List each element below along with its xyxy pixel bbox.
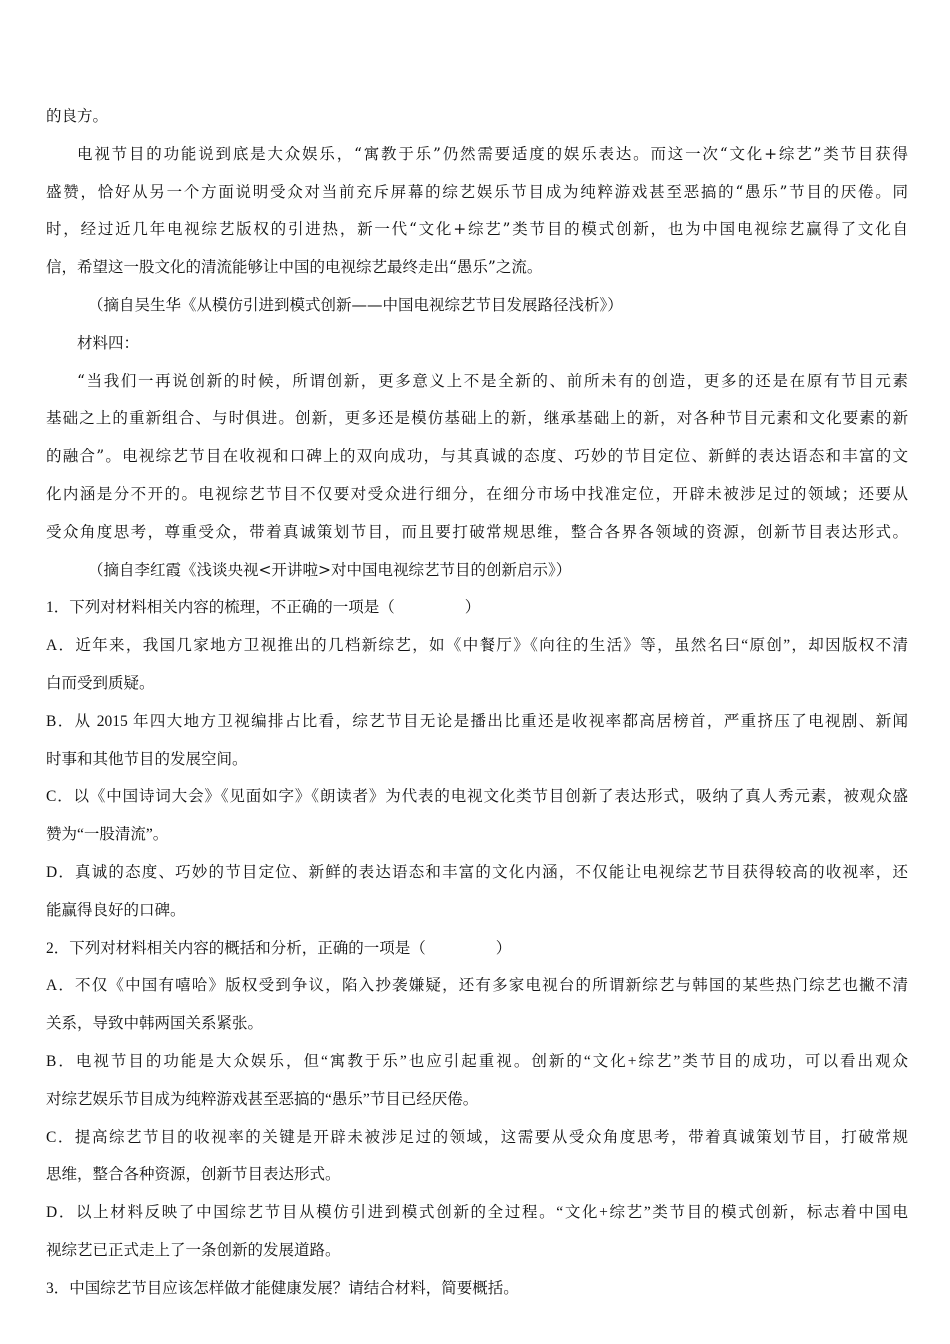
option-c-line: C．以《中国诗词大会》《见面如字》《朗读者》为代表的电视文化类节目创新了表达形式，吸纳了真人秀元素，被观众盛 bbox=[46, 788, 908, 806]
exam-page bbox=[46, 98, 908, 1308]
option-c-line: 赞为“一股清流”。 bbox=[46, 826, 169, 844]
paragraph-line: “当我们一再说创新的时候，所谓创新，更多意义上不是全新的、前所未有的创造，更多的还是在原有节目元素 bbox=[77, 371, 908, 390]
question-stem-text: 2．下列对材料相关内容的概括和分析，正确的一项是（ bbox=[46, 939, 426, 957]
paragraph-line: 的良方。 bbox=[46, 107, 109, 125]
option-d-line: D．以上材料反映了中国综艺节目从模仿引进到模式创新的全过程。“文化+综艺”类节目的模式创新，标志着中国电 bbox=[46, 1204, 908, 1222]
option-c-line: 思维，整合各种资源，创新节目表达形式。 bbox=[46, 1166, 341, 1184]
option-b-line: B．从 2015 年四大地方卫视编排占比看，综艺节目无论是播出比重还是收视率都高居榜首，严重挤压了电视剧、新闻 bbox=[46, 712, 908, 730]
material-heading: 材料四： bbox=[77, 333, 140, 352]
paragraph-line: 化内涵是分不开的。电视综艺节目不仅要对受众进行细分，在细分市场中找准定位，开辟未被涉足过的领域；还要从 bbox=[46, 484, 908, 503]
question-1-stem bbox=[46, 589, 908, 627]
paragraph-line: 的融合”。电视综艺节目在收视和口碑上的双向成功，与其真诚的态度、巧妙的节目定位、新鲜的表达语态和丰富的文 bbox=[46, 447, 908, 466]
option-d-line: D．真诚的态度、巧妙的节目定位、新鲜的表达语态和丰富的文化内涵，不仅能让电视综艺节目获得较高的收视率，还 bbox=[46, 863, 908, 881]
source-citation: （摘自李红霞《浅谈央视<开讲啦>对中国电视综艺节目的创新启示》） bbox=[88, 560, 572, 579]
option-a-line: A．近年来，我国几家地方卫视推出的几档新综艺，如《中餐厅》《向往的生活》等，虽然名曰“原创”，却因版权不清 bbox=[46, 637, 908, 655]
paragraph-line: 信，希望这一股文化的清流能够让中国的电视综艺最终走出“愚乐”之流。 bbox=[46, 258, 543, 277]
option-b-line: B．电视节目的功能是大众娱乐，但“寓教于乐”也应引起重视。创新的“文化+综艺”类节目的成功，可以看出观众 bbox=[46, 1052, 908, 1070]
paragraph-line: 电视节目的功能说到底是大众娱乐，“寓教于乐”仍然需要适度的娱乐表达。而这一次“文化+综艺”类节目获得 bbox=[77, 144, 908, 163]
question-3-stem: 3．中国综艺节目应该怎样做才能健康发展？请结合材料，简要概括。 bbox=[46, 1279, 519, 1297]
source-citation: （摘自吴生华《从模仿引进到模式创新——中国电视综艺节目发展路径浅析》） bbox=[88, 295, 623, 314]
option-c-line: C．提高综艺节目的收视率的关键是开辟未被涉足过的领域，这需要从受众角度思考，带着真诚策划节目，打破常规 bbox=[46, 1128, 908, 1146]
question-stem-close: ） bbox=[495, 939, 512, 957]
paragraph-line: 盛赞，恰好从另一个方面说明受众对当前充斥屏幕的综艺娱乐节目成为纯粹游戏甚至恶搞的“愚乐”节目的厌倦。同 bbox=[46, 182, 908, 201]
option-d-line: 能赢得良好的口碑。 bbox=[46, 901, 186, 919]
option-a-line: 关系，导致中韩两国关系紧张。 bbox=[46, 1015, 264, 1033]
option-b-line: 时事和其他节目的发展空间。 bbox=[46, 750, 248, 768]
option-a-line: 白而受到质疑。 bbox=[46, 674, 155, 692]
question-2-stem bbox=[46, 930, 908, 968]
question-stem-close: ） bbox=[464, 599, 481, 617]
option-b-line: 对综艺娱乐节目成为纯粹游戏甚至恶搞的“愚乐”节目已经厌倦。 bbox=[46, 1090, 479, 1108]
paragraph-line: 受众角度思考，尊重受众，带着真诚策划节目，而且要打破常规思维，整合各界各领域的资源，创新节目表达形式。 bbox=[46, 522, 908, 541]
paragraph-line: 时，经过近几年电视综艺版权的引进热，新一代“文化+综艺”类节目的模式创新，也为中国电视综艺赢得了文化自 bbox=[46, 220, 908, 239]
question-stem-text: 1．下列对材料相关内容的梳理，不正确的一项是（ bbox=[46, 599, 395, 617]
paragraph-line: 基础之上的重新组合、与时俱进。创新，更多还是模仿基础上的新，继承基础上的新，对各种节目元素和文化要素的新 bbox=[46, 409, 908, 428]
option-d-line: 视综艺已正式走上了一条创新的发展道路。 bbox=[46, 1241, 341, 1259]
option-a-line: A．不仅《中国有嘻哈》版权受到争议，陷入抄袭嫌疑，还有多家电视台的所谓新综艺与韩国的某些热门综艺也撇不清 bbox=[46, 977, 908, 995]
